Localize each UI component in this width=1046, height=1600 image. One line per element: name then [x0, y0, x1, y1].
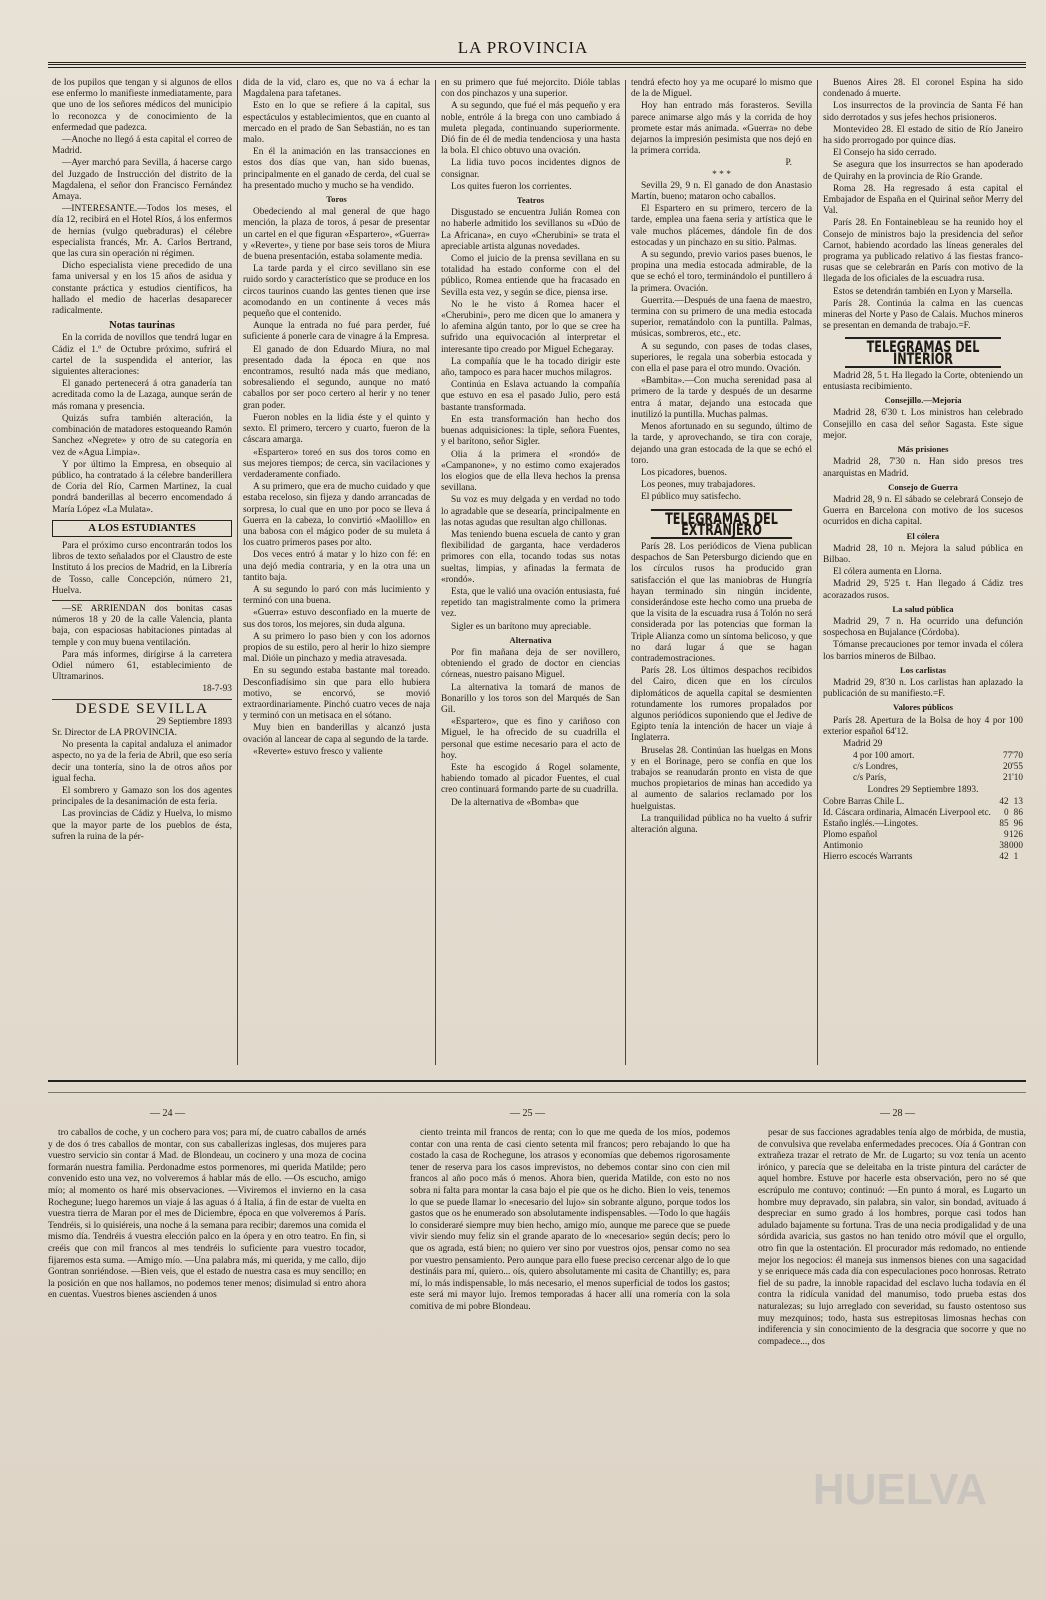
paragraph: Olia á la primera el «rondó» de «Campanone», y no estimo como exajerados los elogios que de ella lleva hechos la prensa sevillana.	[441, 449, 620, 494]
paragraph: Los peones, muy trabajadores.	[641, 480, 756, 491]
table-cell: 9	[1003, 829, 1009, 840]
paragraph: Roma 28. Ha regresado á esta capital el Embajador de España en el Quirinal señor Merry del Val.	[823, 183, 1023, 217]
table-row	[823, 761, 1023, 772]
paragraph: Estos se detendrán también en Lyon y Marsella.	[833, 286, 1013, 297]
section-heading-telegramas-interior: TELEGRAMAS DEL INTERIOR	[845, 337, 1001, 367]
paragraph: La compañía que le ha tocado dirigir este año, tampoco es para hacer muchos milagros.	[441, 356, 620, 379]
paragraph: «Espartero» toreó en sus dos toros como en sus mejores tiempos; de cerca, sin vacilaciones y verdaderamente confiado.	[243, 447, 430, 480]
section-heading-notas-taurinas: Notas taurinas	[109, 320, 175, 332]
table-cell: 42	[999, 796, 1009, 807]
paragraph: A su primero, que era de mucho cuidado y que estaba receloso, sin fijeza y dando arrancadas de sorpresa, lo cual que en uno por poco se lleva á Guerra en la cabeza, lo convirtió «Maolillo» en una babosa con el mágico poder de su muleta á los cuatro primeros pases por alto.	[243, 482, 430, 549]
table-cell: Id. Cáscara ordinaria, Almacén Liverpool etc.	[823, 807, 991, 818]
table-row	[823, 750, 1023, 761]
column-separator	[817, 80, 818, 1065]
paragraph: «Reverte» estuvo fresco y valiente	[253, 746, 383, 757]
paragraph: A su segundo, que fué el más pequeño y era noble, entróle á la brega con uno cambiado á muleta plegada, continuando superiormente. Dió fin de él de media tendenciosa y una hasta la bola. El chico obtuvo una ovación.	[441, 101, 620, 157]
paragraph: Bruselas 28. Continúan las huelgas en Mons y en el Borinage, pero se confía en que los trabajos se reanudarán pronto en vista de que muchos propietarios de minas han accedido ya al aumento de salarios reclamado por los huelguistas.	[631, 745, 812, 812]
metals-table	[823, 796, 1023, 862]
table-cell: 8	[1013, 807, 1019, 818]
paragraph: En él la animación en las transacciones en estos dos días que van, han sido buenas, principalmente en el ganado de cerda, del cual se ha presentado mucho y mucho se ha vendido.	[243, 147, 430, 191]
table-cell: 1	[1013, 796, 1019, 807]
paragraph: Fueron nobles en la lidia éste y el quinto y sexto. El primero, tercero y cuarto, fueron de la cáscara amarga.	[243, 412, 430, 446]
paragraph: En la corrida de novillos que tendrá lugar en Cádiz el 1.º de Octubre próximo, sufrirá el cartel de la suspendida el anterior, las siguientes alteraciones:	[52, 333, 232, 378]
table-cell: 42	[999, 851, 1009, 862]
paragraph: —Ayer marchó para Sevilla, á hacerse cargo del Juzgado de Instrucción del distrito de la Magdalena, el señor don Francisco Fernández Amaya.	[52, 158, 232, 203]
table-cell: 0	[1018, 840, 1023, 851]
section-heading-telegramas-extranjero: TELEGRAMAS DEL EXTRANJERO	[651, 509, 792, 539]
paragraph: En esta transformación han hecho dos buenas adquisiciones: la tiple, señora Fuentes, y el barítono, señor Sigler.	[441, 414, 620, 448]
paragraph: tendrá efecto hoy ya me ocuparé lo mismo que de la de Miguel.	[631, 78, 812, 100]
section-heading-toros: Toros	[326, 194, 347, 205]
table-row	[823, 818, 1023, 829]
subheading: Más prisiones	[897, 444, 949, 455]
subheading: La salud pública	[892, 603, 954, 614]
section-heading-alternativa: Alternativa	[509, 634, 552, 645]
paragraph: Por fin mañana deja de ser novillero, obteniendo el grado de doctor en ciencias córneas, nuestro paisano Miguel.	[441, 647, 620, 681]
table-cell: 0	[1003, 807, 1009, 818]
subheading: Consejillo.—Mejoría	[884, 395, 962, 406]
folletin-strip	[48, 1082, 1026, 1093]
table-cell: 21'10	[1002, 772, 1023, 783]
paragraph: París 28. Apertura de la Bolsa de hoy 4 por 100 exterior español 64'12.	[823, 715, 1023, 737]
table-cell: 9	[1013, 818, 1019, 829]
column-2	[243, 78, 430, 1068]
paragraph: París 28. En Fontainebleau se ha reunido hoy el Consejo de ministros bajo la presidencia del señor Carnot, habiendo acordado las líneas generales del programa ya publicado relativo á las fiestas franco-rusas que se celebrarán en París con motivo de la llegada de los oficiales de la escuadra rusa.	[823, 218, 1023, 285]
paragraph: Buenos Aires 28. El coronel Espina ha sido condenado á muerte.	[823, 78, 1023, 100]
subheading: El cólera	[906, 530, 940, 541]
table-cell: 6	[1018, 829, 1023, 840]
paragraph: Los quites fueron los corrientes.	[451, 181, 572, 192]
masthead-title: LA PROVINCIA	[457, 38, 589, 57]
paragraph: Quizás sufra también alteración, la combinación de matadores estoqueando Ramón Sanchez «Negrete» y otro de su categoría en vez de «Agua Limpia».	[52, 413, 232, 458]
divider	[52, 699, 232, 700]
signature: P.	[785, 158, 792, 169]
paragraph: «Guerra» estuvo desconfiado en la muerte de sus dos toros, los mejores, sin duda alguna.	[243, 608, 430, 630]
ad-paragraph: Para el próximo curso encontrarán todos los libros de texto señalados por el Claustro de este Instituto á los precios de Madrid, en la Librería de Tosso, calle Concepción, número 21, Huelva.	[52, 540, 232, 596]
table-cell: 6	[1018, 807, 1023, 818]
paragraph: Madrid 29, 8'30 n. Los carlistas han aplazado la publicación de su manifiesto.=F.	[823, 677, 1023, 700]
paragraph: —Anoche no llegó á esta capital el correo de Madrid.	[52, 135, 232, 157]
ad-paragraph: Para más informes, dirígirse á la carretera Odiel número 61, establecimiento de Ultramarinos.	[52, 649, 232, 683]
table-row	[823, 840, 1023, 851]
paragraph: A su primero lo paso bien y con los adornos propios de su estilo, pero al herir lo hizo siempre mal. Dióle un pinchazo y media atravesada.	[243, 631, 430, 665]
paragraph: Hoy han entrado más forasteros. Sevilla parece animarse algo más y la corrida de hoy promete estar más animada. «Guerra» no debe dejarnos la impresión pesimista que nos dejó en la primera corrida.	[631, 101, 812, 157]
table-cell: 3	[1018, 796, 1023, 807]
paragraph: «Bambita».—Con mucha serenidad pasa al primero de la tarde y después de un desarme entra á matar, dejando una estocada que inutilizó la puntilla. Muchas palmas.	[631, 376, 812, 420]
market-heading: Londres 29 Septiembre 1893.	[867, 785, 979, 796]
paragraph: El sombrero y Gamazo son los dos agentes principales de la desanimación de esta feria.	[52, 785, 232, 808]
table-row	[823, 796, 1023, 807]
page-number: — 24 —	[150, 1108, 185, 1119]
table-cell: 00	[1008, 840, 1019, 851]
paragraph: dida de la vid, claro es, que no va á echar la Magdalena para tafetanes.	[243, 78, 430, 100]
column-1	[52, 78, 232, 1068]
folletin-text: pesar de sus facciones agradables tenía algo de mórbida, de mustia, de convulsiva que revelaba enfermedades precoces. Oía á Gontran con extrañeza trazar el retrato de Mr. de Lugarto; su voz tenía un acento irónico, y parecía que se deleitaba en la triste pintura del carácter de aquel hombre. Estuve por hacerle esta observación, pero no sé que escrúpulo me contuvo; continuó: —En punto á moral, es Lugarto un hombre muy depravado, sin palabra, sin valor, sin bondad, avituado á despreciar en sumo grado á los hombres, porque casi todos han adulado bajamente su fortuna. Tras de una necia prodigalidad y de una sórdida avaricia, sus gastos no han tenido otro móvil que el orgullo, otro fin que la ostentación. El procurador más redomado, no entiende mejor los negocios: él maneja sus inmensos bienes con una sagacidad y se enriquece más cada día con especulaciones poco honrosas. Retrato fiel de su padre, la innoble rapacidad del esclavo lucha todavía en él contra la ridícula vanidad del manumiso, todo prueba estas dos naturalezas; su lujo arreglado con severidad, su fausto ostentoso sus muy mezquinos; todo, hasta sus estrepitosas limosnas hechas con indiferencia y sin conocimiento de la desgracia que socorre y que no compadece..., dos	[758, 1128, 1026, 1347]
paragraph: De la alternativa de «Bomba» que	[451, 797, 579, 808]
column-3	[441, 78, 620, 1068]
paragraph: Madrid 28, 5 t. Ha llegado la Corte, obteniendo un entusiasta recibimiento.	[823, 370, 1023, 393]
table-cell: Plomo español	[823, 829, 878, 840]
paragraph: La tarde parda y el circo sevillano sin ese ruido sordo y característico que se produce en los circos taurinos cuando las gentes tienen que irse acomodando en un continente á veces más pequeño que el contenido.	[243, 264, 430, 320]
paragraph: Dos veces entró á matar y lo hizo con fé: en una dejó media contraria, y en la otra una un tantito baja.	[243, 550, 430, 583]
dateline: 29 Septiembre 1893	[156, 716, 232, 727]
paragraph: En su segundo estaba bastante mal toreado. Desconfiadísimo sin que para ello hubiera motivo, se encorvó, se movió extraordinariamente. Pinchó cuatro veces de naja y terminó con un metisaca en el sótano.	[243, 666, 430, 722]
table-cell: 12	[1008, 829, 1019, 840]
page-number: — 28 —	[880, 1108, 915, 1119]
paragraph: «Espartero», que es fino y cariñoso con Miguel, le ha ofrecido de su cuadrilla el personal que estime necesario para el acto de hoy.	[441, 717, 620, 761]
subheading: Los carlistas	[899, 664, 947, 675]
table-cell: 6	[1018, 818, 1023, 829]
paragraph: Continúa en Eslava actuando la compañía que estuvo en esa el pasado Julio, pero está bastante transformada.	[441, 380, 620, 413]
table-cell: c/s París,	[853, 772, 887, 783]
table-cell: c/s Londres,	[853, 761, 898, 772]
paragraph: La lidia tuvo pocos incidentes dignos de consignar.	[441, 158, 620, 180]
paragraph: Se asegura que los insurrectos se han apoderado de Quirahy en la provincia de Río Grande.	[823, 160, 1023, 182]
paragraph: Esta, que le valió una ovación entusiasta, fué repetido tan magistralmente como la primera vez.	[441, 586, 620, 620]
table-row	[823, 851, 1023, 862]
paragraph: Madrid 29, 7 n. Ha ocurrido una defunción sospechosa en Bujalance (Córdoba).	[823, 616, 1023, 639]
paragraph: Muy bien en banderillas y alcanzó justa ovación al lancear de capa al segundo de la tarde.	[243, 723, 430, 745]
paragraph: Este ha escogido á Rogel solamente, habiendo tomado al picador Fuentes, el cual creo continuará formando parte de su cuadrilla.	[441, 762, 620, 796]
paragraph: A su segundo lo paró con más lucimiento y terminó con una buena.	[243, 584, 430, 607]
table-cell: 77'70	[1002, 750, 1023, 761]
paragraph: en su primero que fué mejorcito. Dióle tablas con dos pinchazos y una superior.	[441, 78, 620, 100]
table-cell	[1018, 851, 1023, 862]
page-number: — 25 —	[510, 1108, 545, 1119]
ad-heading-estudiantes: A LOS ESTUDIANTES	[52, 520, 232, 537]
divider	[52, 600, 232, 601]
subheading: Consejo de Guerra	[888, 481, 958, 492]
folletin-text: tro caballos de coche, y un cochero para vos; para mí, de cuatro caballos de arnés y de dos ó tres caballos de montar, con sus caballerizas inglesas, dos mujeres para vuestro servicio sin contar á Mad. de Blondeau, un cocinero y una moza de cocina formarán nuestra familia. Perdonadme estos pormenores, mi querida Matilde; pero convenido esto una vez, no volveremos á hablar más de ello. —Os escucho, amigo mío; al momento os haré mis observaciones. —Viviremos el invierno en la casa Rochegune; luego haremos un viaje á las aguas ó á Italia, á fin de estar de vuelta en vuestra tierra de Maran por el mes de Diciembre, época en que volveremos á París. Tendréis, si lo quisiéreis, una noche á la semana para recibir; daremos una comida el mismo día. Tendréis á vuestra elección palco en la ópera y en otro teatro. En fin, si creéis que con mil francos al mes tendréis lo suficiente para vuestro tocador, fijaremos esta suma. —Amigo mío. —Una palabra más, mi querida, y me callo, dijo Gontran sonriéndose. —Bien veis, que el estado de nuestra casa es muy sencillo; en la posición en que nos hallamos, no podemos tener menos; disimulad si entro ahora en cuentas. Vuestros bienes ascienden á unos	[48, 1128, 366, 1301]
subheading: Valores públicos	[893, 702, 953, 713]
paragraph: El Consejo ha sido cerrado.	[833, 148, 937, 159]
masthead-rule-thin	[48, 67, 1026, 68]
paragraph: Montevideo 28. El estado de sitio de Río Janeiro ha sido prorrogado por quince días.	[823, 124, 1023, 147]
paragraph: Madrid 29, 5'25 t. Han llegado á Cádiz tres acorazados rusos.	[823, 579, 1023, 601]
folletin-text: ciento treinta mil francos de renta; con lo que me queda de los míos, podemos contar con una renta de casi ciento setenta mil francos; pero rebajando lo que ha costado la casa de Rochegune, los atrasos y economías que debemos rigorosamente tener de reserva para los casos imprevistos, no debemos contar sino con cien mil francos al año poco más ó menos. Ahora bien, querida Matilde, con esto no nos sobra ni falta para montar la casa bajo el pie que os he dicho. Bien lo veis, tenemos lo que se puede llamar lo «necesario del lujo» sin sobrante alguno, porque todos los gastos que os he enumerado son absolutamente indispensables. —Todo lo que hagáis lo consideraré siempre muy bien hecho, amigo mío, aunque me parece que se puede vivir siendo muy feliz sin el grande aparato de lo «necesario» según decís; pero lo que os agrada, está bien; no quiero ver sino por vuestros ojos, pensar como no sea por vuestro pensamiento. Pero aunque para ello fuese preciso cercenar algo de lo que destináis para mí, quiero... oís, quiero absolutamente mi casita de Chantilly; es, para mí, lo más indispensable, lo más necesario, el menos superficial de todos los gastos; este será mi mayor lujo. Iremos temporadas á hacer allí una romería con la sola comitiva de mi pobre Blondeau.	[410, 1128, 730, 1312]
paragraph: No presenta la capital andaluza el animador aspecto, no ya de la feria de Abril, que eso sería decir una tontería, sino la de otros años por igual fecha.	[52, 740, 232, 784]
paragraph: Como el juicio de la prensa sevillana en su totalidad ha estado conforme con el del público, Romea entiende que ha fracasado en Sevilla esta vez, y según se dice, piensa irse.	[441, 254, 620, 298]
paragraph: Menos afortunado en su segundo, último de la tarde, y aprovechando, se tira con coraje, dejando una gran estocada de la que se echó el toro.	[631, 422, 812, 466]
table-cell: Cobre Barras Chile L.	[823, 796, 905, 807]
market-heading: Madrid 29	[843, 738, 883, 749]
paragraph: Madrid 28, 9 n. El sábado se celebrará Consejo de Guerra en Barcelona con motivo de los sucesos ocurridos en dicha capital.	[823, 494, 1023, 528]
paragraph: Su voz es muy delgada y en verdad no todo lo agradable que se desearía, principalmente en las notas agudas que resultan algo chillonas.	[441, 495, 620, 528]
table-cell: Hierro escocés Warrants	[823, 851, 913, 862]
table-cell: Estaño inglés.—Lingotes.	[823, 818, 919, 829]
folletin-column-1	[48, 1128, 366, 1568]
paragraph: Madrid 28, 7'30 n. Han sido presos tres anarquistas en Madrid.	[823, 457, 1023, 479]
paragraph: El ganado pertenecerá á otra ganadería tan acreditada como la de Lazaga, aunque serán de más romana y presencia.	[52, 379, 232, 412]
table-row	[823, 807, 1023, 818]
table-cell: 1	[1013, 851, 1019, 862]
ad-reference: 18-7-93	[202, 684, 232, 695]
table-row	[823, 772, 1023, 783]
paragraph: La tranquilidad pública no ha vuelto á sufrir alteración alguna.	[631, 813, 812, 835]
paragraph: Y por último la Empresa, en obsequio al público, ha contratado á la célebre banderillera de Coria del Río, Carmen Martinez, la cual pondrá banderillas al becerro encomendado á María López «La Mulata».	[52, 459, 232, 515]
paragraph: de los pupilos que tengan y si algunos de ellos ese enfermo lo manifieste inmediatamente, para que uno de los señores médicos del municipio lo reconozca y de conocimiento de la enfermedad que padezca.	[52, 78, 232, 133]
paragraph: Los insurrectos de la provincia de Santa Fé han sido derrotados y sus jefes hechos prisioneros.	[823, 101, 1023, 123]
table-cell: Antimonio	[823, 840, 863, 851]
paragraph: No le he visto á Romea hacer el «Cherubini», pero me dicen que lo amanera y lo afemina algún tanto, por lo que se cree ha sufrido una equivocación al interpretar el interesante tipo creado por Miguel Echegaray.	[441, 299, 620, 355]
asterism: * * *	[712, 169, 731, 180]
paragraph: A su segundo, previo varios pases buenos, le propina una media estocada admirable, de la que se echó el toro, terminándolo el puntillero á la primera. Ovación.	[631, 250, 812, 294]
paragraph: París 28. Los periódicos de Viena publican despachos de San Petersburgo diciendo que en los círculos rusos ha producido gran satisfacción el que las maniobras de Hungría hayan terminado sin ningún incidente, considerándose este hecho como una prueba de que la visita de la escuadra rusa á Tolón no será considerada por las potencias que forman la Triple Alianza como un síntoma belicoso, y que no dará lugar á que se hagan contrademostraciones.	[631, 541, 812, 664]
paragraph: La alternativa la tomará de manos de Bonarillo y los toros son del Marqués de San Gil.	[441, 682, 620, 715]
paragraph: Sigler es un barítono muy apreciable.	[451, 621, 592, 632]
paragraph: —INTERESANTE.—Todos los meses, el día 12, recibirá en el Hotel Ríos, á los enfermos de hernias (vulgo quebraduras) el célebre especialista francés, Mr. A. Carlos Bertrand, que las cura sin operación ni régimen.	[52, 204, 232, 260]
paragraph: París 28. Los últimos despachos recibidos del Cairo, dicen que en los círculos diplomáticos de aquella capital se desmienten rotundamente los rumores propalados por algunos periódicos suponiendo que el Jedive de Egipto tenía la intención de hacer un viaje á Inglaterra.	[631, 666, 812, 744]
column-4	[631, 78, 812, 1068]
paragraph: Sevilla 29, 9 n. El ganado de don Anastasio Martín, bueno; mataron ocho caballos.	[631, 180, 812, 203]
column-5	[823, 78, 1023, 1068]
paragraph: Dicho especialista viene precedido de una fama universal y en los 15 años de asidua y constante práctica y estudios científicos, ha hallado el medio de hacerlas desaparecer radicalmente.	[52, 261, 232, 317]
values-table	[823, 750, 1023, 783]
paragraph: El Espartero en su primero, tercero de la tarde, emplea una faena seria y artística que le vale muchos plácemes, dándole fin de dos estocadas y un pinchazo en su sitio. Palmas.	[631, 204, 812, 248]
table-cell: 38	[999, 840, 1009, 851]
paragraph: Mas teniendo buena escuela de canto y gran flexibilidad de garganta, hace verdaderos primores con ella, tocando todas sus notas sueltas, limpias, y afinadas la fermata de «rondó».	[441, 529, 620, 585]
column-separator	[435, 80, 436, 1065]
paragraph: Tómanse precauciones por temor invada el cólera los barrios mineros de Bilbao.	[823, 640, 1023, 662]
column-separator	[625, 80, 626, 1065]
table-row	[823, 829, 1023, 840]
paragraph: Los picadores, buenos.	[641, 467, 727, 478]
paragraph: Esto en lo que se refiere á la capital, sus espectáculos y establecimientos, que en cuanto al mercado en el prado de San Sebastián, no es tan malo.	[243, 101, 430, 146]
paragraph: Obedeciendo al mal general de que hago mención, la plaza de toros, á pesar de presentar un cartel en el que figuran «Espartero», «Guerra» y «Reverte», y tiene por base seis toros de Miura de buena presentación, estaba solamente media.	[243, 207, 430, 263]
section-heading-desde-sevilla: DESDE SEVILLA	[75, 700, 209, 717]
paragraph: El ganado de don Eduardo Miura, no mal presentado dada la época en que nos encontramos, resultó nada más que mediano, sobresaliendo el segundo, aunque no mató caballos por ser poco certero al herir y no tener gran poder.	[243, 344, 430, 411]
section-heading-teatros: Teatros	[516, 195, 545, 206]
column-separator	[237, 80, 238, 1065]
library-stamp-watermark: HUELVA	[812, 1465, 988, 1514]
masthead-rule	[48, 62, 1026, 65]
paragraph: El cólera aumenta en Llorna.	[833, 567, 942, 578]
paragraph: A su segundo, con pases de todas clases, superiores, le regala una soberbia estocada y con ella el pase para el otro mundo. Ovación.	[631, 341, 812, 375]
table-cell: 4 por 100 amort.	[853, 750, 915, 761]
table-cell: 20'55	[1002, 761, 1023, 772]
salutation: Sr. Director de LA PROVINCIA.	[52, 727, 177, 738]
paragraph: Madrid 28, 10 n. Mejora la salud pública en Bilbao.	[823, 543, 1023, 565]
paragraph: Guerrita.—Después de una faena de maestro, termina con su primero de una media estocada superior, rematándolo con la puntilla. Palmas, músicas, sombreros, etc., etc.	[631, 295, 812, 340]
paragraph: Aunque la entrada no fué para perder, fué suficiente á ponerle cara de vinagre á la Empresa.	[243, 321, 430, 343]
paragraph: París 28. Continúa la calma en las cuencas mineras del Norte y Paso de Calais. Muchos mineros se presentan en demanda de trabajo.=F.	[823, 298, 1023, 332]
paragraph: Madrid 28, 6'30 t. Los ministros han celebrado Consejillo en casa del señor Sagasta. Este sigue mejor.	[823, 408, 1023, 441]
paragraph: Disgustado se encuentra Julián Romea con no haberle admitido los sevillanos su «Dúo de La Africana», en cuyo «Cherubini» se trata el apreciable artista algunas novedades.	[441, 208, 620, 252]
paragraph: Las provincias de Cádiz y Huelva, lo mismo que la mayor parte de los pueblos de ésta, sufren la ruina de la pér-	[52, 809, 232, 842]
paragraph: El público muy satisfecho.	[641, 492, 741, 503]
ad-paragraph: —SE ARRIENDAN dos bonitas casas números 18 y 20 de la calle Valencia, planta baja, con espaciosas habitaciones pintadas al temple y con muy buena ventilación.	[52, 603, 232, 648]
table-cell: 85	[999, 818, 1009, 829]
folletin-column-2	[410, 1128, 730, 1568]
